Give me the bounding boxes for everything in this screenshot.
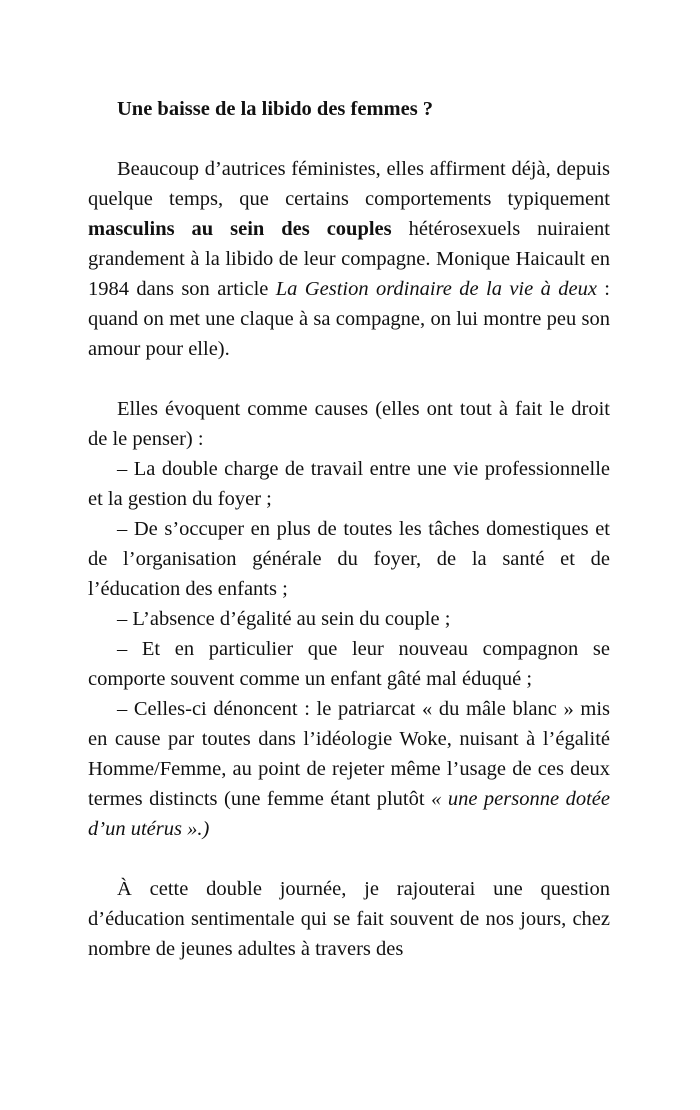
list-item-last-text: – Celles-ci dénoncent : le patriarcat « du mâle blanc » mis en cause par toutes dans l’idéologie Woke, nuisant à l’égalité Homme/Femme, au point de rejeter même l’usage de ces deux termes distincts (une femme étant plutôt (88, 698, 610, 810)
list-item: – Et en particulier que leur nouveau compagnon se comporte souvent comme un enfant gâté mal éduqué ; (88, 638, 610, 690)
paragraph-conclusion: À cette double journée, je rajouterai une question d’éducation sentimentale qui se fait souvent de nos jours, chez nombre de jeunes adultes à travers des (88, 878, 610, 960)
paragraph-intro (88, 154, 610, 364)
paragraph-intro-text-3: : quand on met une claque à sa compagne, on lui montre peu son amour pour elle). (88, 278, 610, 360)
list-item-last (88, 694, 610, 844)
list-item: – L’absence d’égalité au sein du couple ; (117, 608, 451, 630)
paragraph-intro-text-2: hétérosexuels nuiraient grandement à la libido de leur compagne. Monique Haicault en 1984 dans son article (88, 218, 610, 300)
list-item-last-quote: « une personne dotée d’un utérus ».) (88, 788, 610, 840)
paragraph-causes: Elles évoquent comme causes (elles ont tout à fait le droit de le penser) : (88, 398, 610, 450)
section-heading: Une baisse de la libido des femmes ? (117, 98, 434, 120)
paragraph-intro-bold: masculins au sein des couples (88, 218, 392, 240)
page-body (88, 94, 610, 964)
list-item: – De s’occuper en plus de toutes les tâches domestiques et de l’organisation générale du foyer, de la santé et de l’éducation des enfants ; (88, 518, 610, 600)
list-item: – La double charge de travail entre une vie professionnelle et la gestion du foyer ; (88, 458, 610, 510)
paragraph-intro-text-1: Beaucoup d’autrices féministes, elles affirment déjà, depuis quelque temps, que certains comportements typiquement (88, 158, 610, 210)
article-title: La Gestion ordinaire de la vie à deux (275, 278, 597, 300)
